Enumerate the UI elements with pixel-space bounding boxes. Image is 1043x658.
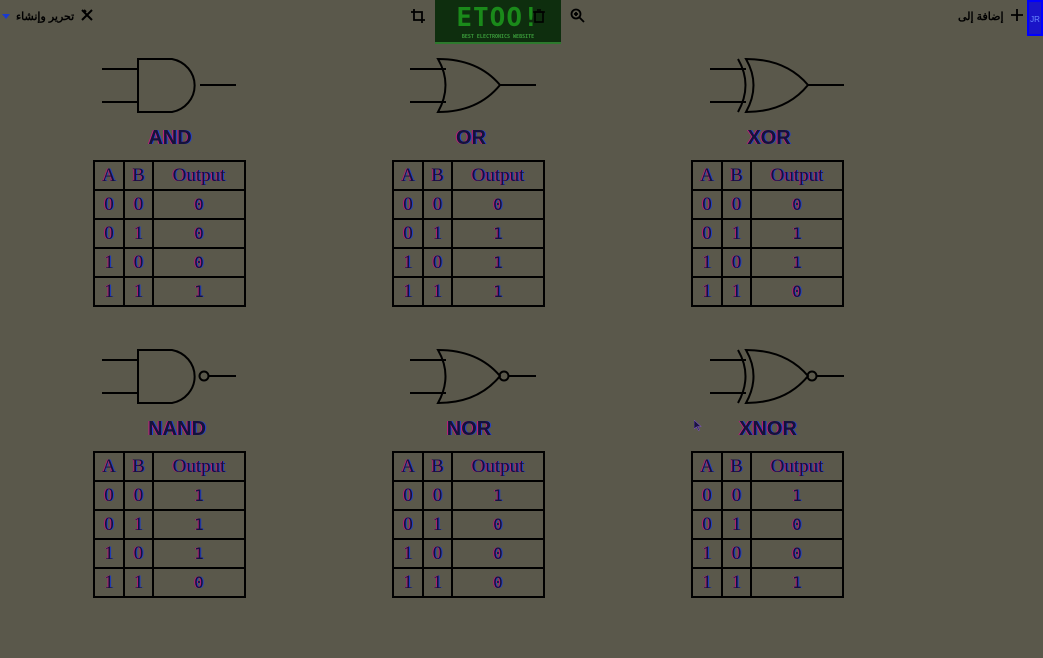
table-cell: 1 <box>94 277 124 306</box>
table-row <box>692 190 843 219</box>
table-cell: 1 <box>722 568 751 597</box>
table-header-row <box>94 161 245 190</box>
table-cell: 0 <box>124 190 153 219</box>
table-cell: 0 <box>393 190 423 219</box>
nor-gate-symbol <box>408 347 548 407</box>
table-cell: 1 <box>94 568 124 597</box>
zoom-in-icon <box>570 11 586 28</box>
table-row <box>94 568 245 597</box>
header-cell: B <box>124 452 153 481</box>
gate-label-nand: NAND <box>148 418 206 440</box>
add-to-label: إضافة إلى <box>958 11 1004 23</box>
delete-button[interactable] <box>532 8 550 26</box>
table-row <box>94 277 245 306</box>
table-cell: 0 <box>124 539 153 568</box>
table-cell: 1 <box>124 219 153 248</box>
table-cell: 0 <box>722 481 751 510</box>
header-cell: Output <box>751 161 843 190</box>
table-cell: 1 <box>423 510 452 539</box>
table-row <box>692 481 843 510</box>
add-to-button[interactable] <box>958 8 1024 25</box>
table-cell: 1 <box>423 568 452 597</box>
truth-table-nand <box>93 451 246 598</box>
table-row <box>692 539 843 568</box>
table-row <box>393 510 544 539</box>
table-row <box>393 248 544 277</box>
crop-button[interactable] <box>410 8 428 26</box>
header-cell: B <box>423 161 452 190</box>
or-gate-symbol <box>408 56 548 116</box>
table-cell: 0 <box>692 481 722 510</box>
table-row <box>393 539 544 568</box>
table-cell: 0 <box>153 568 245 597</box>
truth-table-xor <box>691 160 844 307</box>
table-cell: 0 <box>153 248 245 277</box>
header-cell: B <box>722 452 751 481</box>
gate-label-xor: XOR <box>747 127 791 149</box>
table-cell: 1 <box>452 219 544 248</box>
header-cell: A <box>393 161 423 190</box>
edit-create-button[interactable] <box>2 8 94 25</box>
table-cell: 0 <box>153 219 245 248</box>
mouse-pointer-icon <box>694 418 702 436</box>
table-cell: 1 <box>722 510 751 539</box>
table-row <box>393 568 544 597</box>
trash-icon <box>532 11 546 28</box>
magic-edit-icon <box>80 8 94 25</box>
header-cell: A <box>94 452 124 481</box>
table-cell: 0 <box>94 190 124 219</box>
table-cell: 1 <box>124 277 153 306</box>
table-cell: 0 <box>94 481 124 510</box>
table-cell: 0 <box>124 481 153 510</box>
table-cell: 0 <box>692 190 722 219</box>
table-cell: 1 <box>423 277 452 306</box>
header-cell: Output <box>452 161 544 190</box>
table-cell: 0 <box>423 190 452 219</box>
table-row <box>94 539 245 568</box>
truth-table-xnor <box>691 451 844 598</box>
table-cell: 0 <box>751 510 843 539</box>
table-header-row <box>393 161 544 190</box>
gate-label-and: AND <box>148 127 192 149</box>
table-cell: 0 <box>722 539 751 568</box>
table-row <box>393 481 544 510</box>
table-row <box>94 219 245 248</box>
xor-gate-symbol <box>708 56 848 116</box>
table-cell: 0 <box>124 248 153 277</box>
nand-gate-symbol <box>100 347 240 407</box>
table-cell: 0 <box>452 190 544 219</box>
header-cell: A <box>393 452 423 481</box>
table-cell: 0 <box>423 248 452 277</box>
table-cell: 0 <box>393 481 423 510</box>
table-row <box>393 219 544 248</box>
table-cell: 1 <box>452 248 544 277</box>
table-cell: 1 <box>722 219 751 248</box>
table-cell: 1 <box>94 248 124 277</box>
table-cell: 1 <box>393 568 423 597</box>
table-cell: 1 <box>452 277 544 306</box>
header-cell: Output <box>153 161 245 190</box>
table-row <box>692 510 843 539</box>
table-cell: 1 <box>751 219 843 248</box>
table-cell: 0 <box>452 568 544 597</box>
table-row <box>692 219 843 248</box>
truth-table-nor <box>392 451 545 598</box>
table-cell: 1 <box>124 568 153 597</box>
table-header-row <box>94 452 245 481</box>
edit-create-label: تحرير وإنشاء <box>16 11 75 23</box>
table-cell: 0 <box>393 219 423 248</box>
chevron-down-icon <box>2 11 10 23</box>
table-cell: 1 <box>153 510 245 539</box>
crop-icon <box>410 11 426 28</box>
table-cell: 0 <box>452 539 544 568</box>
truth-table-or <box>392 160 545 307</box>
zoom-button[interactable] <box>570 8 588 26</box>
header-cell: A <box>692 161 722 190</box>
header-cell: A <box>94 161 124 190</box>
table-cell: 1 <box>692 539 722 568</box>
table-cell: 0 <box>751 539 843 568</box>
table-cell: 1 <box>94 539 124 568</box>
and-gate-symbol <box>100 56 240 116</box>
table-cell: 0 <box>452 510 544 539</box>
table-cell: 1 <box>393 248 423 277</box>
table-cell: 0 <box>751 277 843 306</box>
table-row <box>94 481 245 510</box>
table-cell: 1 <box>722 277 751 306</box>
table-header-row <box>692 161 843 190</box>
table-cell: 0 <box>94 219 124 248</box>
profile-button[interactable]: JR <box>1027 0 1043 36</box>
table-cell: 1 <box>751 481 843 510</box>
plus-icon <box>1010 8 1024 25</box>
table-row <box>94 248 245 277</box>
truth-table-and <box>93 160 246 307</box>
table-header-row <box>393 452 544 481</box>
table-cell: 1 <box>124 510 153 539</box>
header-cell: Output <box>153 452 245 481</box>
logo-subtext: BEST ELECTRONICS WEBSITE <box>461 34 535 40</box>
header-cell: A <box>692 452 722 481</box>
table-row <box>94 510 245 539</box>
table-row <box>692 568 843 597</box>
table-cell: 0 <box>722 190 751 219</box>
header-cell: B <box>722 161 751 190</box>
table-cell: 0 <box>423 539 452 568</box>
table-cell: 0 <box>722 248 751 277</box>
table-cell: 1 <box>393 277 423 306</box>
table-cell: 1 <box>751 248 843 277</box>
table-cell: 1 <box>153 481 245 510</box>
table-row <box>692 248 843 277</box>
table-cell: 1 <box>692 568 722 597</box>
table-cell: 0 <box>692 219 722 248</box>
table-row <box>94 190 245 219</box>
table-cell: 1 <box>393 539 423 568</box>
table-cell: 1 <box>692 277 722 306</box>
gate-label-or: OR <box>456 127 486 149</box>
header-cell: Output <box>751 452 843 481</box>
table-cell: 0 <box>153 190 245 219</box>
table-cell: 1 <box>692 248 722 277</box>
table-row <box>393 277 544 306</box>
table-cell: 0 <box>692 510 722 539</box>
header-cell: B <box>423 452 452 481</box>
header-cell: B <box>124 161 153 190</box>
table-cell: 1 <box>452 481 544 510</box>
gate-label-xnor: XNOR <box>739 418 797 440</box>
table-row <box>393 190 544 219</box>
table-cell: 0 <box>94 510 124 539</box>
table-cell: 0 <box>423 481 452 510</box>
table-cell: 0 <box>393 510 423 539</box>
table-cell: 0 <box>751 190 843 219</box>
table-cell: 1 <box>423 219 452 248</box>
table-cell: 1 <box>153 277 245 306</box>
table-cell: 1 <box>751 568 843 597</box>
table-cell: 1 <box>153 539 245 568</box>
xnor-gate-symbol <box>708 347 848 407</box>
header-cell: Output <box>452 452 544 481</box>
gate-label-nor: NOR <box>446 418 492 440</box>
logo-text: ETOO! <box>456 3 540 33</box>
table-row <box>692 277 843 306</box>
table-header-row <box>692 452 843 481</box>
